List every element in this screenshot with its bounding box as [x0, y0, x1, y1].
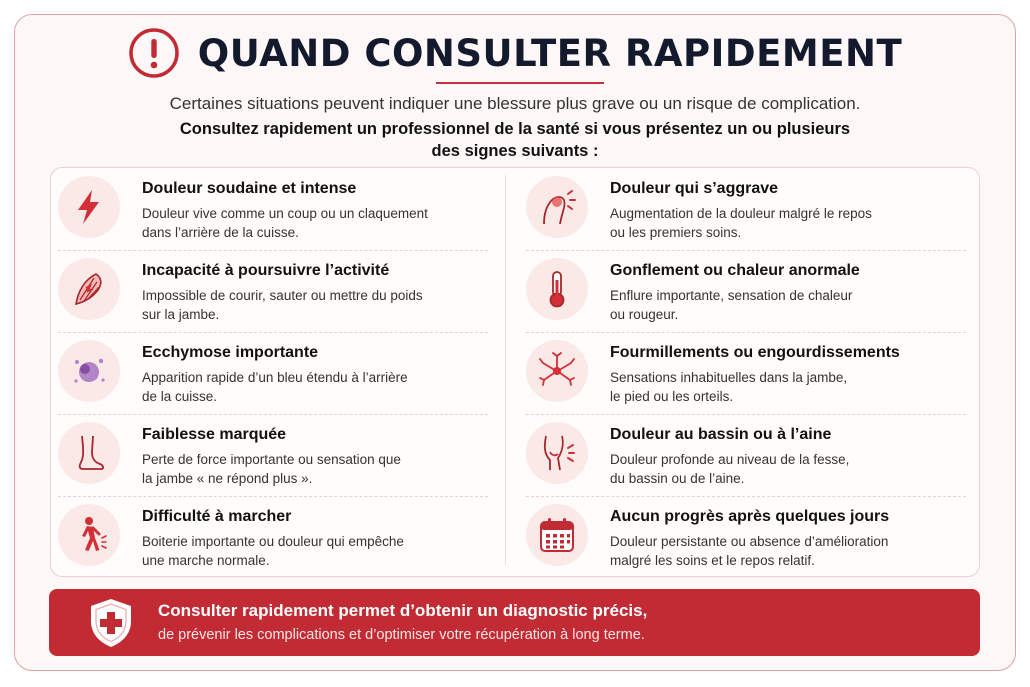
sign-item-weakness [58, 416, 498, 498]
sign-description-line-1: Augmentation de la douleur malgré le repos [610, 206, 872, 221]
sign-item-worsening [526, 170, 971, 252]
column-divider [505, 175, 506, 565]
sign-description-line-2: de la cuisse. [142, 389, 218, 404]
emphasis-line-1: Consultez rapidement un professionnel de la santé si vous présentez un ou plusieurs [179, 120, 851, 138]
sign-description [142, 450, 442, 488]
nerve-icon [526, 340, 588, 402]
sign-description [610, 368, 910, 406]
sign-description [142, 204, 442, 242]
sign-title: Douleur au bassin ou à l’aine [610, 426, 832, 443]
sign-title: Incapacité à poursuivre l’activité [142, 262, 390, 279]
banner-subtext: de prévenir les complications et d’optimiser votre récupération à long terme. [158, 627, 645, 643]
sign-item-no-progress [526, 498, 971, 580]
banner-headline: Consulter rapidement permet d’obtenir un diagnostic précis, [158, 601, 648, 620]
lightning-icon [58, 176, 120, 238]
sign-description-line-1: Douleur profonde au niveau de la fesse, [610, 452, 850, 467]
sign-description-line-2: la jambe « ne répond plus ». [142, 471, 313, 486]
sign-description-line-1: Apparition rapide d’un bleu étendu à l’arrière [142, 370, 408, 385]
title-underline [436, 82, 604, 84]
limping-person-icon [58, 504, 120, 566]
sign-description-line-2: le pied ou les orteils. [610, 389, 734, 404]
sign-description-line-2: ou rougeur. [610, 307, 679, 322]
thermometer-icon [526, 258, 588, 320]
sign-title: Douleur soudaine et intense [142, 180, 357, 197]
item-separator [58, 332, 488, 333]
sign-description-line-1: Impossible de courir, sauter ou mettre du poids [142, 288, 423, 303]
sign-description-line-2: ou les premiers soins. [610, 225, 742, 240]
sign-description-line-1: Perte de force importante ou sensation que [142, 452, 401, 467]
sign-item-hip-pain [526, 416, 971, 498]
item-separator [58, 496, 488, 497]
hip-pain-icon [526, 422, 588, 484]
sign-description [610, 450, 910, 488]
exclamation-circle-icon [128, 27, 180, 79]
conclusion-banner [49, 589, 980, 656]
sign-description-line-2: malgré les soins et le repos relatif. [610, 553, 815, 568]
item-separator [58, 414, 488, 415]
emphasis-text [140, 118, 890, 162]
item-separator [526, 496, 966, 497]
bruise-icon [58, 340, 120, 402]
sign-item-sudden-pain [58, 170, 498, 252]
sign-title: Gonflement ou chaleur anormale [610, 262, 860, 279]
leg-foot-icon [58, 422, 120, 484]
sign-description [610, 286, 910, 324]
sign-title: Fourmillements ou engourdissements [610, 344, 900, 361]
sign-description-line-2: du bassin ou de l’aine. [610, 471, 745, 486]
sign-title: Aucun progrès après quelques jours [610, 508, 890, 525]
page-title: QUAND CONSULTER RAPIDEMENT [197, 31, 903, 75]
sign-description-line-1: Douleur persistante ou absence d’amélioration [610, 534, 889, 549]
sign-description-line-1: Boiterie importante ou douleur qui empêche [142, 534, 404, 549]
sign-description [142, 532, 442, 570]
sign-item-walking [58, 498, 498, 580]
calendar-icon [526, 504, 588, 566]
torn-muscle-icon [58, 258, 120, 320]
intro-text: Certaines situations peuvent indiquer une blessure plus grave ou un risque de complication. [169, 94, 861, 113]
title-row [0, 28, 1030, 78]
sign-title: Difficulté à marcher [142, 508, 292, 525]
sign-title: Ecchymose importante [142, 344, 319, 361]
sign-item-bruise [58, 334, 498, 416]
sign-item-swelling [526, 252, 971, 334]
item-separator [526, 332, 966, 333]
emphasis-line-2: des signes suivants : [431, 142, 599, 160]
sign-description-line-2: une marche normale. [142, 553, 270, 568]
sign-description [610, 532, 910, 570]
sign-description [610, 204, 910, 242]
sign-item-activity [58, 252, 498, 334]
medical-shield-icon [87, 597, 135, 649]
item-separator [526, 250, 966, 251]
sign-item-tingling [526, 334, 971, 416]
sign-description-line-1: Sensations inhabituelles dans la jambe, [610, 370, 848, 385]
sign-description-line-2: sur la jambe. [142, 307, 220, 322]
sign-description-line-1: Douleur vive comme un coup ou un claquement [142, 206, 428, 221]
sign-description-line-2: dans l’arrière de la cuisse. [142, 225, 299, 240]
item-separator [526, 414, 966, 415]
sign-title: Douleur qui s’aggrave [610, 180, 779, 197]
sore-shoulder-icon [526, 176, 588, 238]
sign-description-line-1: Enflure importante, sensation de chaleur [610, 288, 853, 303]
item-separator [58, 250, 488, 251]
sign-description [142, 368, 442, 406]
sign-description [142, 286, 442, 324]
sign-title: Faiblesse marquée [142, 426, 287, 443]
